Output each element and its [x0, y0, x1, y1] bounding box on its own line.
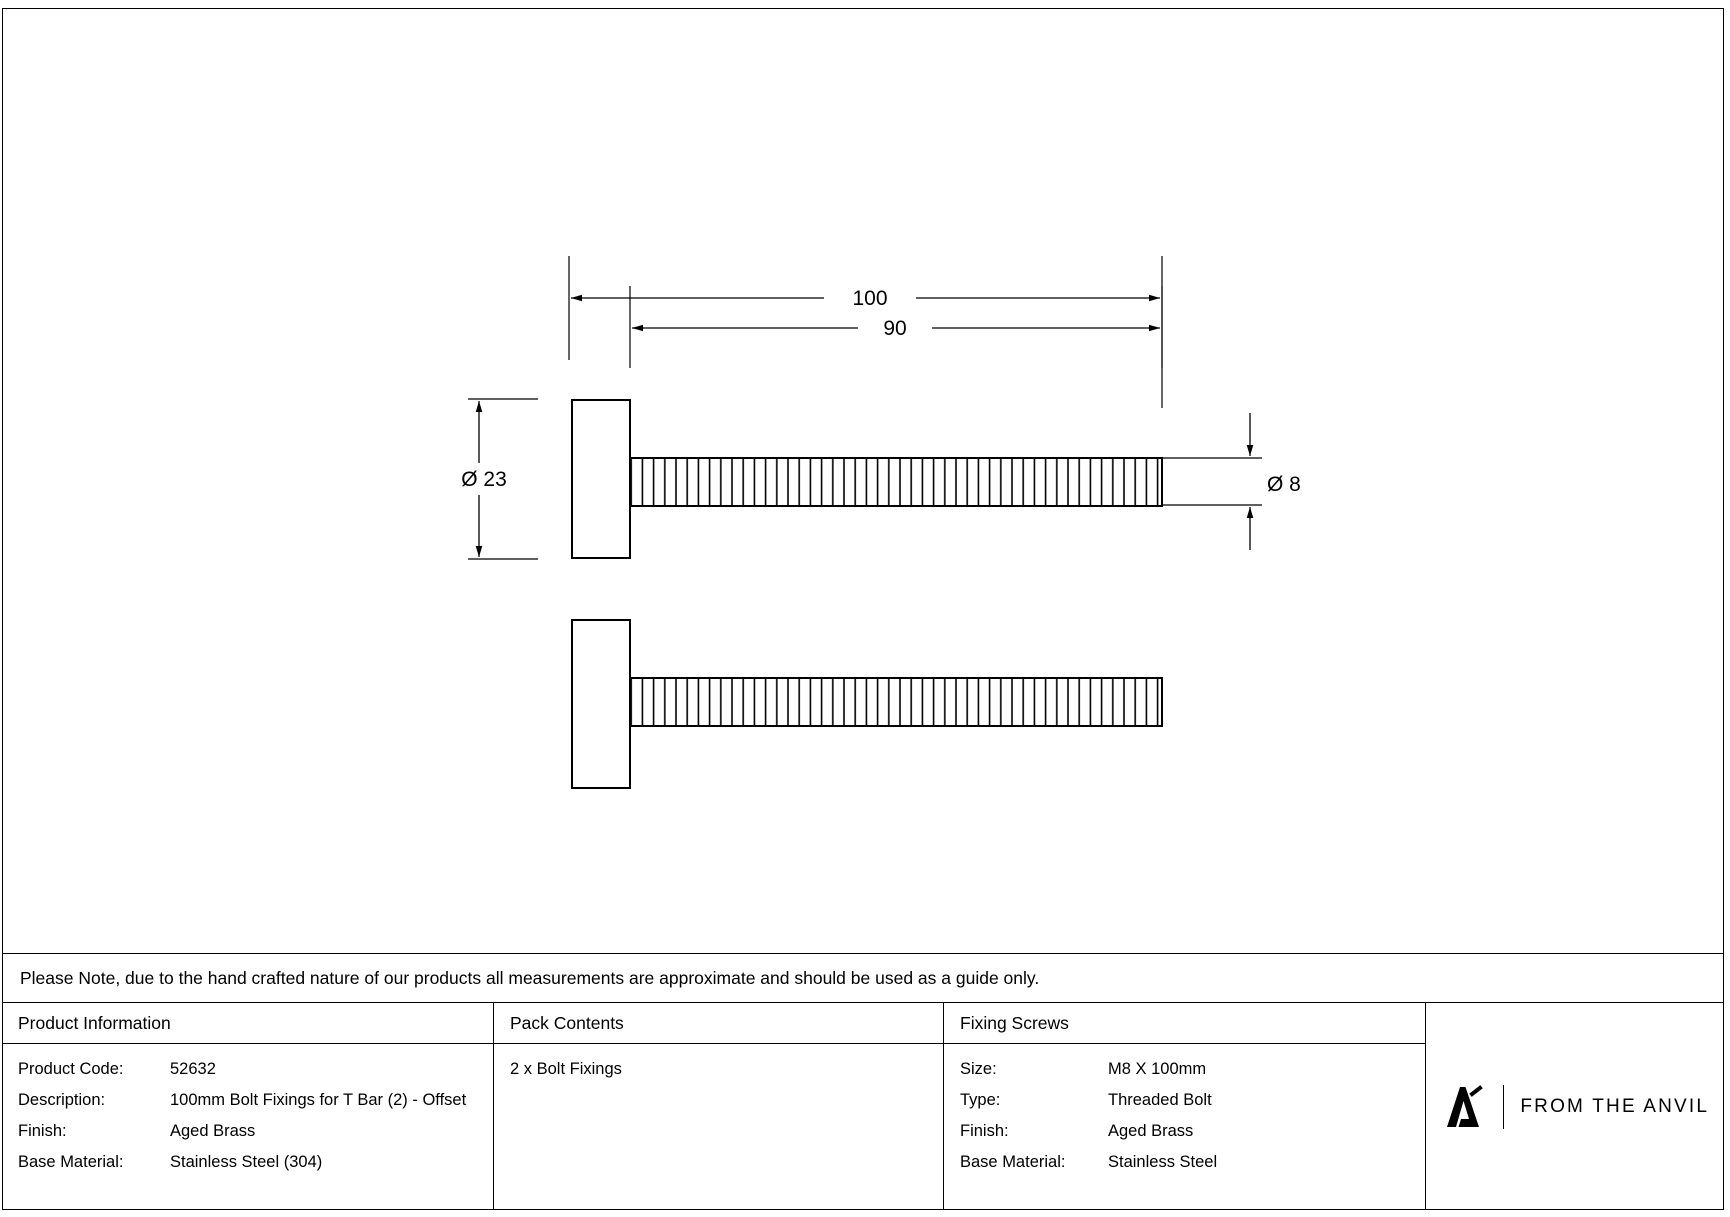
- dimension-overall-length-label: 100: [852, 287, 888, 310]
- pack-contents-heading: Pack Contents: [494, 1003, 943, 1044]
- drawing-area: [2, 8, 1724, 953]
- brand-logo-column: [1426, 1003, 1722, 1210]
- dimension-head-diameter-label: Ø 23: [461, 468, 507, 491]
- product-code-value: 52632: [170, 1060, 216, 1078]
- base-material-label: Base Material:: [18, 1152, 124, 1171]
- pack-contents-column: [494, 1003, 944, 1210]
- fixing-screws-heading: Fixing Screws: [944, 1003, 1425, 1044]
- screw-type-label: Type:: [960, 1090, 1001, 1109]
- product-information-heading: Product Information: [2, 1003, 493, 1044]
- product-code-label: Product Code:: [18, 1060, 124, 1078]
- finish-row: [18, 1120, 493, 1144]
- screw-finish-row: [960, 1120, 1425, 1144]
- pack-contents-item: 2 x Bolt Fixings: [510, 1060, 622, 1078]
- screw-base-material-row: [960, 1151, 1425, 1175]
- pack-contents-body: [494, 1044, 943, 1082]
- brand-name: FROM THE ANVIL: [1520, 1095, 1710, 1117]
- fixing-screws-body: [944, 1044, 1425, 1175]
- base-material-row: [18, 1151, 493, 1175]
- anvil-a-icon: [1439, 1083, 1487, 1131]
- note-text: Please Note, due to the hand crafted nature of our products all measurements are approximate and should be used as a guide only.: [20, 967, 1040, 988]
- base-material-value: Stainless Steel (304): [170, 1152, 323, 1171]
- screw-base-material-label: Base Material:: [960, 1152, 1066, 1171]
- screw-size-label: Size:: [960, 1060, 997, 1078]
- approximate-measurements-note: [2, 953, 1724, 1003]
- description-row: [18, 1089, 493, 1113]
- bolt-top: [572, 400, 1162, 558]
- brand-logo: [1426, 1003, 1722, 1210]
- product-information-body: [2, 1044, 493, 1175]
- product-information-column: [2, 1003, 494, 1210]
- bolt-bottom: [572, 620, 1162, 788]
- description-value: 100mm Bolt Fixings for T Bar (2) - Offset: [170, 1090, 467, 1109]
- description-label: Description:: [18, 1090, 106, 1109]
- dimension-thread-length-label: 90: [883, 317, 907, 340]
- finish-label: Finish:: [18, 1121, 67, 1140]
- screw-finish-label: Finish:: [960, 1121, 1009, 1140]
- screw-type-row: [960, 1089, 1425, 1113]
- dimension-shaft-diameter-label: Ø 8: [1267, 473, 1301, 496]
- product-code-row: [18, 1058, 493, 1082]
- screw-finish-value: Aged Brass: [1108, 1121, 1194, 1140]
- information-table: [2, 1003, 1724, 1210]
- screw-base-material-value: Stainless Steel: [1108, 1152, 1218, 1171]
- logo-divider: [1503, 1085, 1505, 1129]
- finish-value: Aged Brass: [170, 1121, 256, 1140]
- screw-size-value: M8 X 100mm: [1108, 1060, 1207, 1078]
- screw-size-row: [960, 1058, 1425, 1082]
- screw-type-value: Threaded Bolt: [1108, 1090, 1212, 1109]
- fixing-screws-column: [944, 1003, 1426, 1210]
